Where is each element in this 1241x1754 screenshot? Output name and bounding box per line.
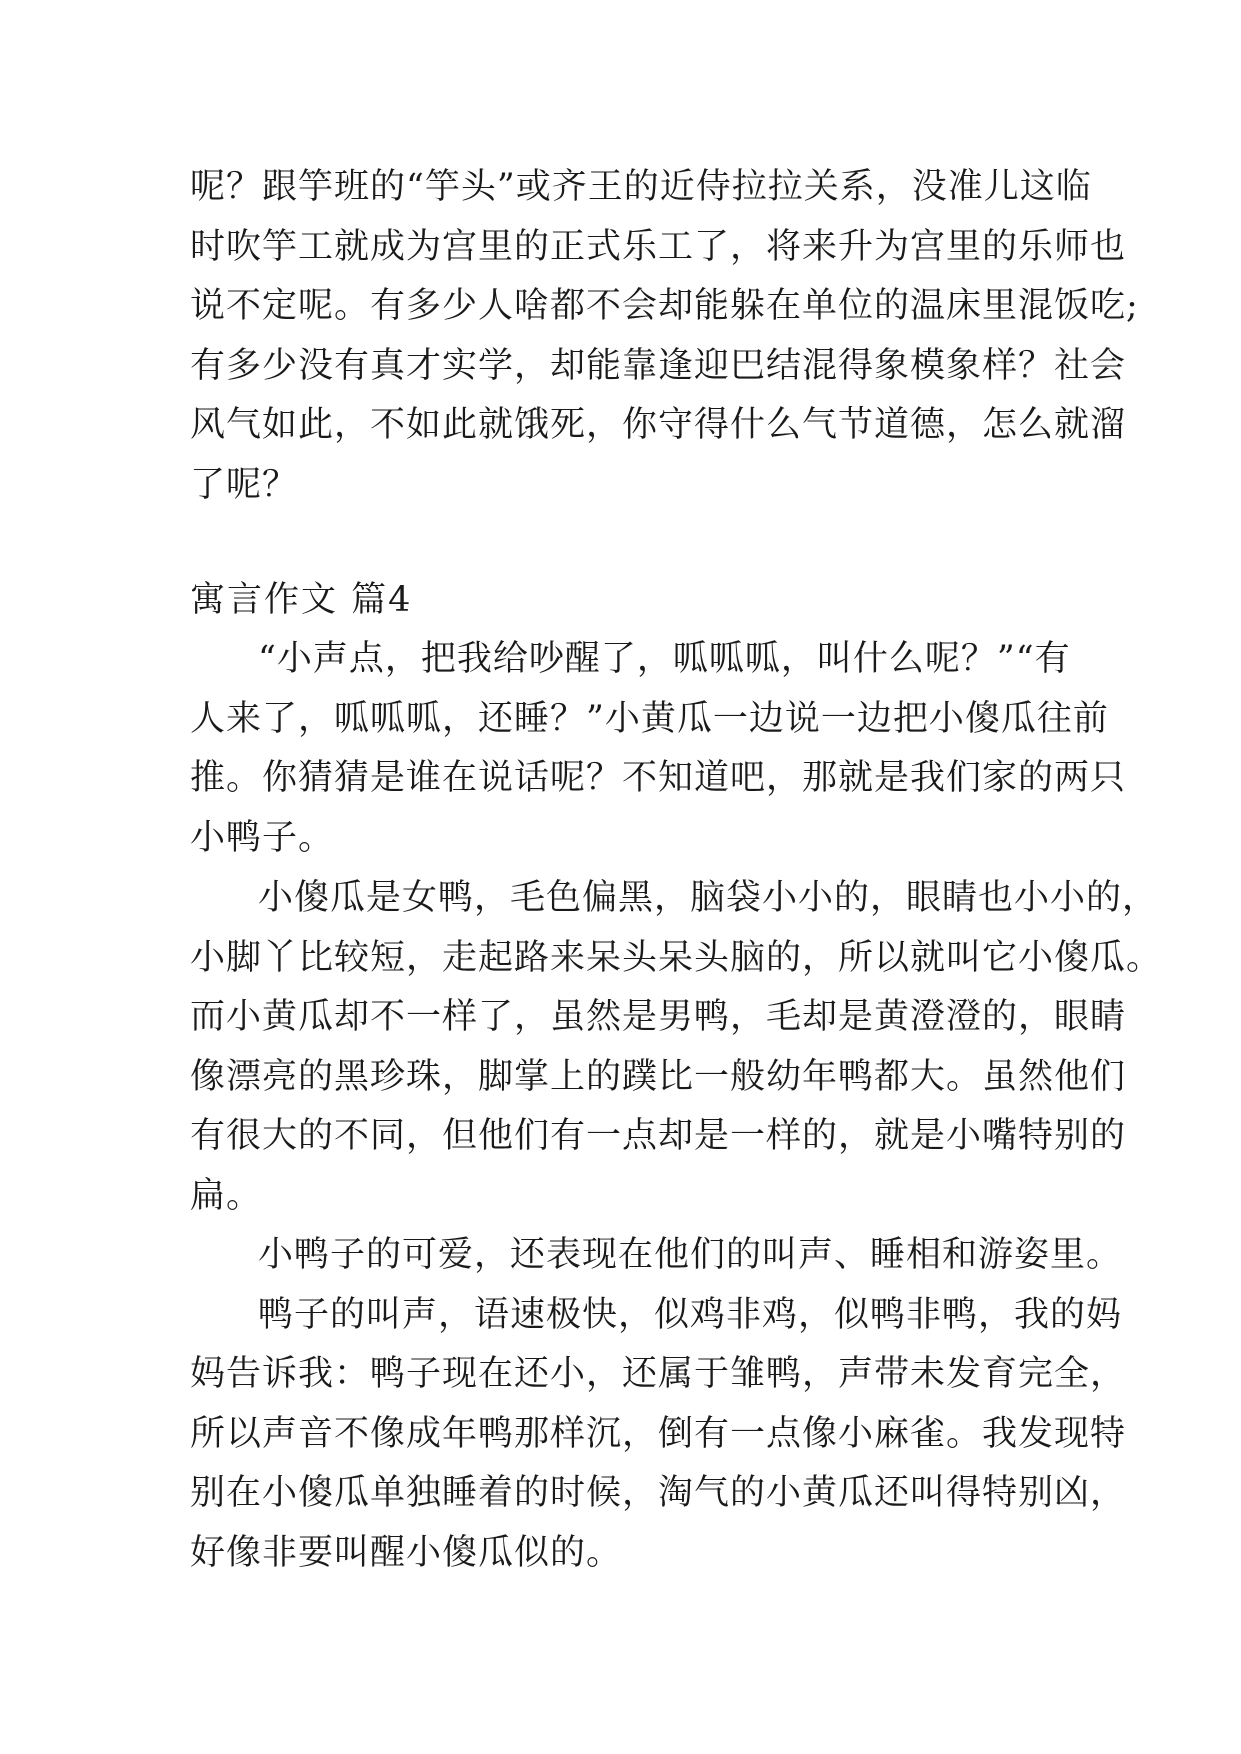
text-line: 推。你猜猜是谁在说话呢？不知道吧，那就是我们家的两只 [190,758,1127,798]
text-line: 而小黄瓜却不一样了，虽然是男鸭，毛却是黄澄澄的，眼睛 [190,997,1127,1037]
text-line: 像漂亮的黑珍珠，脚掌上的蹼比一般幼年鸭都大。虽然他们 [190,1057,1127,1097]
text-line: 所以声音不像成年鸭那样沉，倒有一点像小麻雀。我发现特 [190,1414,1127,1454]
text-line: 好像非要叫醒小傻瓜似的。 [190,1533,623,1573]
text-line: 小鸭子。 [190,818,335,858]
text-line: 鸭子的叫声，语速极快，似鸡非鸡，似鸭非鸭，我的妈 [258,1295,1123,1335]
text-line: 时吹竽工就成为宫里的正式乐工了，将来升为宫里的乐师也 [190,227,1127,267]
text-line: 说不定呢。有多少人啥都不会却能躲在单位的温床里混饭吃; [190,286,1139,326]
text-line: 小鸭子的可爱，还表现在他们的叫声、睡相和游姿里。 [258,1235,1123,1275]
text-line: 小脚丫比较短，走起路来呆头呆头脑的，所以就叫它小傻瓜。 [190,938,1163,978]
text-line: 有多少没有真才实学，却能靠逢迎巴结混得象模象样？社会 [190,346,1127,386]
section-heading: 寓言作文 篇4 [190,580,413,620]
text-line: 人来了，呱呱呱，还睡？”小黄瓜一边说一边把小傻瓜往前 [190,699,1109,739]
text-line: 了呢？ [190,465,299,505]
text-line: 小傻瓜是女鸭，毛色偏黑，脑袋小小的，眼睛也小小的， [258,878,1159,918]
text-line: 妈告诉我：鸭子现在还小，还属于雏鸭，声带未发育完全， [190,1354,1127,1394]
text-line: 呢？跟竽班的“竽头”或齐王的近侍拉拉关系，没准儿这临 [190,167,1092,207]
text-line: 扁。 [190,1176,263,1216]
text-line: 别在小傻瓜单独睡着的时候，淘气的小黄瓜还叫得特别凶， [190,1473,1127,1513]
text-line: 风气如此，不如此就饿死，你守得什么气节道德，怎么就溜 [190,405,1127,445]
text-line: 有很大的不同，但他们有一点却是一样的，就是小嘴特别的 [190,1116,1127,1156]
text-line: “小声点，把我给吵醒了，呱呱呱，叫什么呢？”“有 [258,639,1071,679]
